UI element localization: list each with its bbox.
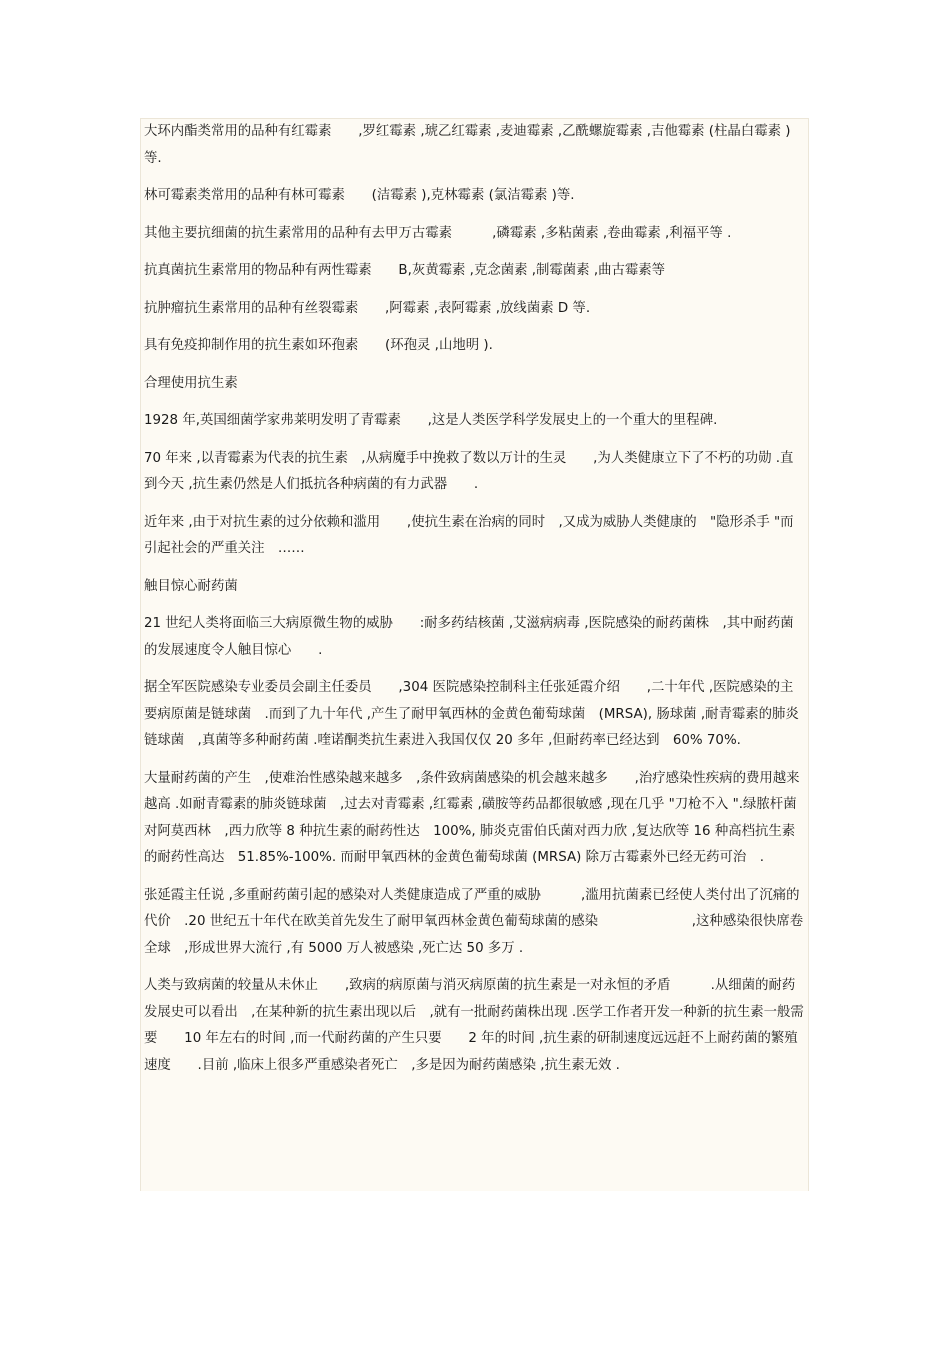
paragraph-antifungals: 抗真菌抗生素常用的物品种有两性霉素 B,灰黄霉素 ,克念菌素 ,制霉菌素 ,曲古霉素等: [144, 263, 666, 278]
paragraph-seventy-years: 70 年来 ,以青霉素为代表的抗生素 ,从病魔手中挽救了数以万计的生灵 ,为人类健康立下了不朽的功勋 .直到今天 ,抗生素仍然是人们抵抗各种病菌的有力武器 .: [144, 450, 794, 492]
paragraph-overuse: 近年来 ,由于对抗生素的过分依赖和滥用 ,使抗生素在治病的同时 ,又成为威胁人类健康的 "隐形杀手 "而引起社会的严重关注 ……: [144, 514, 794, 556]
section-heading-resistant-bacteria: 触目惊心耐药菌: [144, 578, 238, 594]
paragraph-immunosuppressive: 具有免疫抑制作用的抗生素如环孢素 (环孢灵 ,山地明 ).: [144, 338, 493, 353]
paragraph-penicillin-discovery: 1928 年,英国细菌学家弗莱明发明了青霉素 ,这是人类医学科学发展史上的一个重大的里程碑.: [144, 413, 718, 428]
paragraph-arms-race: 人类与致病菌的较量从未休止 ,致病的病原菌与消灭病原菌的抗生素是一对永恒的矛盾 .从细菌的耐药发展史可以看出 ,在某种新的抗生素出现以后 ,就有一批耐药菌株出现 .医学工作者开发一种新的抗生素一般需要 10 年左右的时间 ,而一代耐药菌的产生只要 2 年的时间 ,抗生素的研制速度远远赶不上耐药菌的繁殖速度 .目前 ,临床上很多严重感染者死亡 ,多是因为耐药菌感染 ,抗生素无效 .: [144, 978, 804, 1073]
paragraph-other-antibacterials: 其他主要抗细菌的抗生素常用的品种有去甲万古霉素 ,磷霉素 ,多粘菌素 ,卷曲霉素 ,利福平等 .: [144, 225, 732, 241]
document-body: [144, 119, 804, 1090]
paragraph-macrolides: 大环内酯类常用的品种有红霉素 ,罗红霉素 ,琥乙红霉素 ,麦迪霉素 ,乙酰螺旋霉素 ,吉他霉素 (柱晶白霉素 )等.: [144, 124, 791, 166]
paragraph-hospital-infection: 据全军医院感染专业委员会副主任委员 ,304 医院感染控制科主任张延霞介绍 ,二十年代 ,医院感染的主要病原菌是链球菌 .而到了九十年代 ,产生了耐甲氧西林的金黄色葡萄球菌 (MRSA), 肠球菌 ,耐青霉素的肺炎链球菌 ,真菌等多种耐药菌 .喹诺酮类抗生素进入我国仅仅 20 多年 ,但耐药率已经达到 60% 70%.: [144, 680, 799, 748]
section-heading-rational-use: 合理使用抗生素: [144, 375, 238, 391]
paragraph-antitumor: 抗肿瘤抗生素常用的品种有丝裂霉素 ,阿霉素 ,表阿霉素 ,放线菌素 D 等.: [144, 300, 591, 316]
paragraph-lincomycins: 林可霉素类常用的品种有林可霉素 (洁霉素 ),克林霉素 (氯洁霉素 )等.: [144, 188, 575, 203]
paragraph-director-statement: 张延霞主任说 ,多重耐药菌引起的感染对人类健康造成了严重的威胁 ,滥用抗菌素已经使人类付出了沉痛的代价 .20 世纪五十年代在欧美首先发生了耐甲氧西林金黄色葡萄球菌的感染 ,这种感染很快席卷全球 ,形成世界大流行 ,有 5000 万人被感染 ,死亡达 50 多万 .: [144, 887, 804, 956]
paragraph-resistance-rates: 大量耐药菌的产生 ,使难治性感染越来越多 ,条件致病菌感染的机会越来越多 ,治疗感染性疾病的费用越来越高 .如耐青霉素的肺炎链球菌 ,过去对青霉素 ,红霉素 ,磺胺等药品都很敏感 ,现在几乎 "刀枪不入 ".绿脓杆菌对阿莫西林 ,西力欣等 8 种抗生素的耐药性达 100%, 肺炎克雷伯氏菌对西力欣 ,复达欣等 16 种高档抗生素的耐药性高达 51.85%-100%. 而耐甲氧西林的金黄色葡萄球菌 (MRSA) 除万古霉素外已经无药可治 .: [144, 770, 800, 865]
paragraph-21st-century-threats: 21 世纪人类将面临三大病原微生物的威胁 :耐多药结核菌 ,艾滋病病毒 ,医院感染的耐药菌株 ,其中耐药菌的发展速度令人触目惊心 .: [144, 616, 794, 658]
